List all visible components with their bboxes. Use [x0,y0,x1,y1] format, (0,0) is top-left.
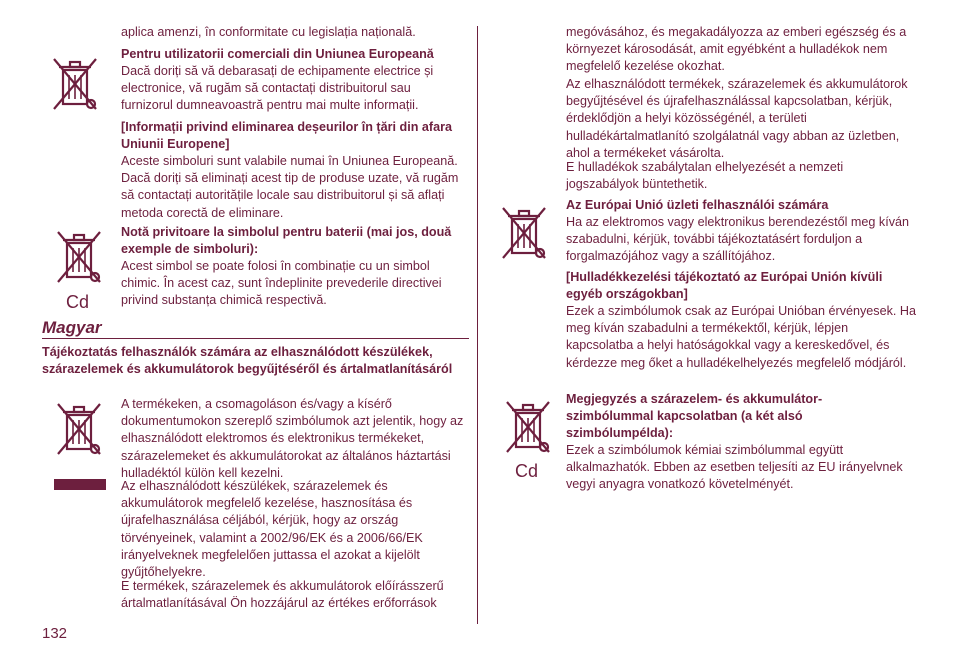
hu-para3-cont: megóvásához, és megakadályozza az emberi egészség és a környezet károsodását, amit egyébként a hulladékok nem megfelelő kezelése okozhat. [566,25,907,74]
section-heading-magyar: Magyar [42,318,102,337]
crossed-bin-icon [497,396,559,458]
crossed-bin-icon [44,53,106,115]
page-number: 132 [42,625,68,642]
hu-battery-title: Megjegyzés a szárazelem- és akkumulátor-szimbólummal kapcsolatban (a két alsó szimbólumpélda): [566,392,823,441]
hu-business-title: Az Európai Unió üzleti felhasználói számára [566,198,829,212]
hu-para1: A termékeken, a csomagoláson és/vagy a kísérő dokumentumokon szereplő szimbólumok azt jelentik, hogy az elhasználódott elektromos és elektronikus termékeket, szárazelemeket és akkumulátorokat az általános háztartási hulladéktól külön kell kezelni. [121,397,464,480]
hu-para5: E hulladékok szabálytalan elhelyezését a nemzeti jogszabályok büntethetik. [566,160,844,192]
crossed-bin-icon [48,398,110,460]
ro-fines-text: aplica amenzi, în conformitate cu legislația națională. [121,25,416,39]
ro-battery-title: Notă privitoare la simbolul pentru baterii (mai jos, două exemple de simboluri): [121,225,452,257]
ro-noneu-title: [Informații privind eliminarea deșeurilor în țări din afara Uniunii Europene] [121,120,453,152]
ro-noneu-body: Aceste simboluri sunt valabile numai în Uniunea Europeană. Dacă doriți să eliminați acest tip de produse uzate, vă rugăm să contactați autoritățile locale sau distribuitorul și să aflați metoda corectă de eliminare. [121,154,459,220]
hu-noneu-body: Ezek a szimbólumok csak az Európai Unióban érvényesek. Ha meg kíván szabadulni a termékektől, kérjük, lépjen kapcsolatba a helyi hatóságokkal vagy a kereskedővel, és kérdezze meg őket a hulladékelhelyezés megfelelő módjáról. [566,304,916,370]
cd-label: Cd [515,461,539,481]
hu-business-body: Ha az elektromos vagy elektronikus berendezéstől meg kíván szabadulni, kérjük, további tájékoztatásért forduljon a forgalmazójához vagy a szállítójához. [566,215,910,264]
ro-battery-body: Acest simbol se poate folosi în combinație cu un simbol chimic. În acest caz, sunt îndeplinite prevederile directivei privind substanța chimică respectivă. [121,259,442,308]
hu-info-title: Tájékoztatás felhasználók számára az elhasználódott készülékek, szárazelemek és akkumulátorok begyűjtéséről és ártalmatlanításáról [42,345,453,377]
hu-para3: E termékek, szárazelemek és akkumulátorok előírásszerű ártalmatlanításával Ön hozzájárul az értékes erőforrások [121,579,444,611]
crossed-bin-icon [48,226,110,288]
heading-rule [42,338,469,339]
hu-para4: Az elhasználódott termékek, szárazelemek és akkumulátorok begyűjtésével és újrafelhasználással kapcsolatban, kérjük, érdeklődjön a helyi közösségénél, a területi hulladékártalmatlanító szolgálatnál vagy abban az üzletben, ahol a termékeket vásárolta. [566,77,908,160]
cd-label: Cd [66,292,90,312]
ro-commercial-body: Dacă doriți să vă debarasați de echipamente electrice și electronice, vă rugăm să contactați distribuitorul sau furnizorul dumneavoastră pentru mai multe informații. [121,64,434,113]
crossed-bin-icon [493,202,555,264]
hu-para2: Az elhasználódott készülékek, szárazelemek és akkumulátorok megfelelő kezelése, hasznosítása és újrafelhasználása céljából, kérjük, hogy az ország törvényeinek, valamint a 2002/96/EK és a 2006/66/EK irányelveknek megfelelően juttassa el azokat a kijelölt gyűjtőhelyekre. [121,479,423,580]
column-divider [477,26,478,624]
ro-commercial-title: Pentru utilizatorii comerciali din Uniunea Europeană [121,47,434,61]
bin-underline-bar [54,479,106,490]
hu-noneu-title: [Hulladékkezelési tájékoztató az Európai Unión kívüli egyéb országokban] [566,270,883,302]
hu-battery-body: Ezek a szimbólumok kémiai szimbólummal együtt alkalmazhatók. Ebben az esetben teljesíti az EU irányelvnek vegyi anyagra vonatkozó követelményét. [566,443,903,492]
